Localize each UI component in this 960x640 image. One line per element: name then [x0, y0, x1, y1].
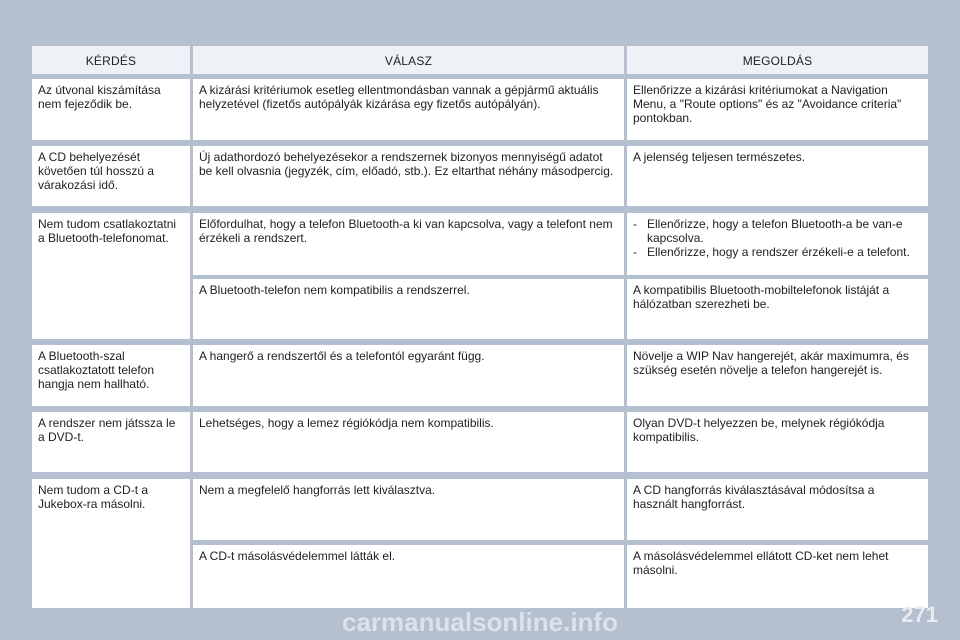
page-number: 271: [901, 602, 938, 627]
question-cd-wait: A CD behelyezését követően túl hosszú a várakozási idő.: [32, 146, 190, 206]
question-dvd: A rendszer nem játssza le a DVD-t.: [32, 412, 190, 472]
solution-wrong-source: A CD hangforrás kiválasztásával módosítsa a használt hangforrást.: [627, 479, 928, 540]
answer-route-calculation: A kizárási kritériumok esetleg ellentmondásban vannak a gépjármű aktuális helyzetével (fizetős autópályák kizárása egy fizetős autópályán).: [193, 79, 624, 140]
answer-copy-protection: A CD-t másolásvédelemmel látták el.: [193, 545, 624, 608]
solution-copy-protection: A másolásvédelemmel ellátott CD-ket nem lehet másolni.: [627, 545, 928, 608]
solution-bullet: - Ellenőrizze, hogy a telefon Bluetooth-a be van-e kapcsolva.: [633, 217, 922, 245]
question-jukebox: Nem tudom a CD-t a Jukebox-ra másolni.: [32, 479, 190, 608]
solution-bullet-text: Ellenőrizze, hogy a telefon Bluetooth-a be van-e kapcsolva.: [647, 217, 903, 245]
solution-dvd: Olyan DVD-t helyezzen be, melynek régiókódja kompatibilis.: [627, 412, 928, 472]
solution-route-calculation: Ellenőrizze a kizárási kritériumokat a Navigation Menu, a "Route options" és az "Avoidance criteria" pontokban.: [627, 79, 928, 140]
answer-bluetooth-off: Előfordulhat, hogy a telefon Bluetooth-a ki van kapcsolva, vagy a telefont nem érzékeli a rendszert.: [193, 213, 624, 275]
answer-phone-audio: A hangerő a rendszertől és a telefontól egyaránt függ.: [193, 345, 624, 406]
solution-cd-wait: A jelenség teljesen természetes.: [627, 146, 928, 206]
answer-bluetooth-incompatible: A Bluetooth-telefon nem kompatibilis a rendszerrel.: [193, 279, 624, 339]
header-solution: MEGOLDÁS: [627, 46, 928, 74]
solution-phone-audio: Növelje a WIP Nav hangerejét, akár maximumra, és szükség esetén növelje a telefon hangerejét is.: [627, 345, 928, 406]
solution-bullet-text: Ellenőrizze, hogy a rendszer érzékeli-e a telefont.: [647, 245, 910, 259]
answer-wrong-source: Nem a megfelelő hangforrás lett kiválasztva.: [193, 479, 624, 540]
question-phone-audio: A Bluetooth-szal csatlakoztatott telefon hangja nem hallható.: [32, 345, 190, 406]
question-route-calculation: Az útvonal kiszámítása nem fejeződik be.: [32, 79, 190, 140]
answer-cd-wait: Új adathordozó behelyezésekor a rendszernek bizonyos mennyiségű adatot be kell olvasnia (jegyzék, cím, előadó, stb.). Ez eltarthat néhány másodpercig.: [193, 146, 624, 206]
watermark: carmanualsonline.info: [342, 607, 618, 637]
question-bluetooth-connect: Nem tudom csatlakoztatni a Bluetooth-telefonomat.: [32, 213, 190, 339]
header-answer: VÁLASZ: [193, 46, 624, 74]
solution-bluetooth-list: A kompatibilis Bluetooth-mobiltelefonok listáját a hálózatban szerezheti be.: [627, 279, 928, 339]
header-question: KÉRDÉS: [32, 46, 190, 74]
solution-bluetooth-check: [627, 213, 928, 275]
solution-bullet: - Ellenőrizze, hogy a rendszer érzékeli-e a telefont.: [633, 245, 910, 259]
answer-dvd: Lehetséges, hogy a lemez régiókódja nem kompatibilis.: [193, 412, 624, 472]
